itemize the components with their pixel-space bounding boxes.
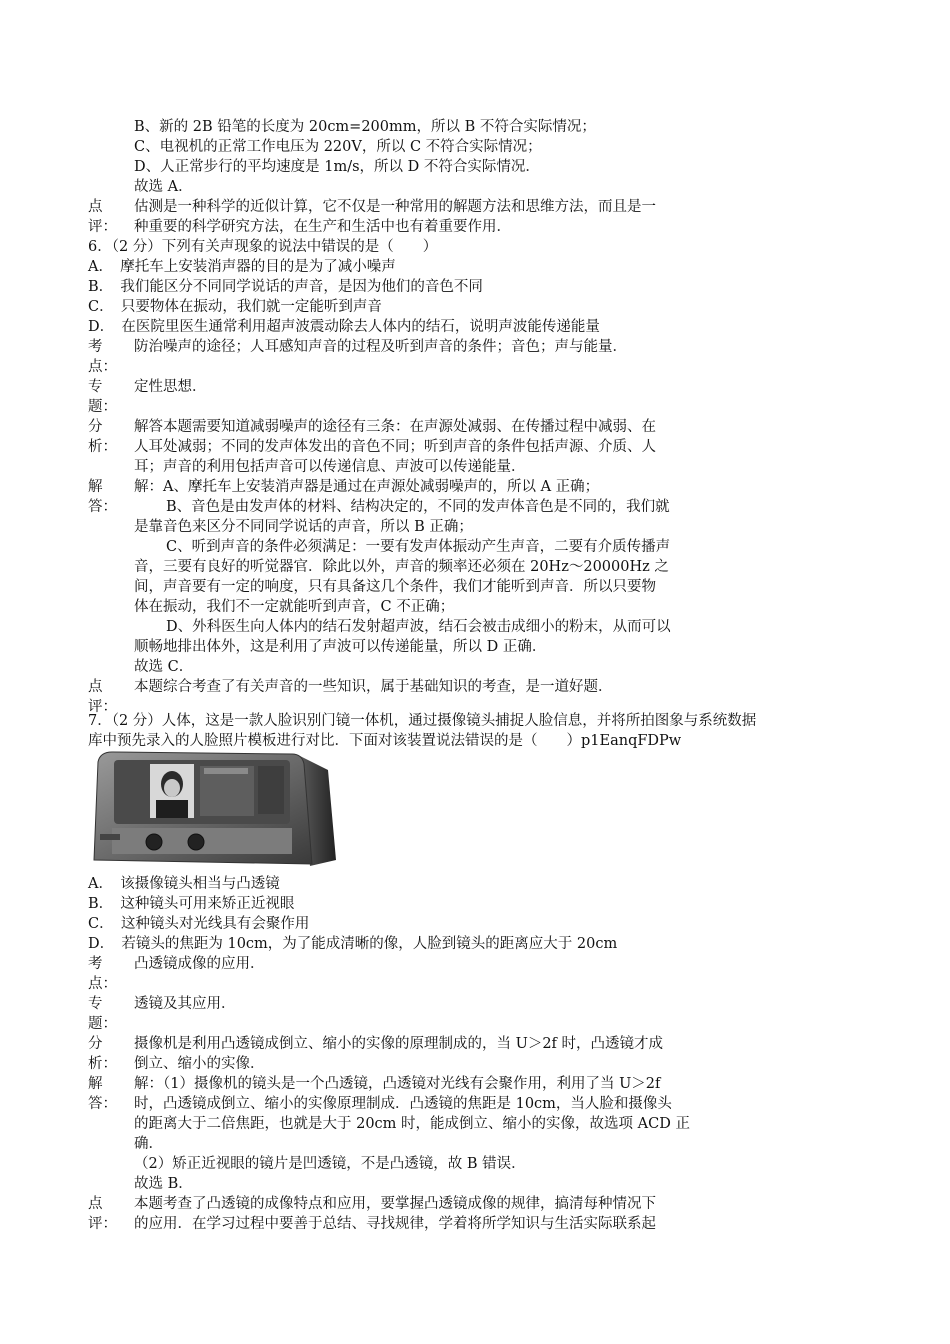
q5-option-b-analysis: B、新的 2B 铅笔的长度为 20cm=200mm，所以 B 不符合实际情况； bbox=[134, 119, 596, 135]
q6-jieda-line: 顺畅地排出体外，这是利用了声波可以传递能量，所以 D 正确． bbox=[134, 639, 547, 655]
q7-jieda-line: 的距离大于二倍焦距，也就是大于 20cm 时，能成倒立、缩小的实像，故选项 ACD 正 bbox=[134, 1116, 690, 1132]
q6-answer: 故选 C． bbox=[134, 659, 194, 675]
q7-jieda-label-1: 解 bbox=[88, 1076, 103, 1092]
q7-fenxi-label-1: 分 bbox=[88, 1036, 103, 1052]
q6-kaodian-label-1: 考 bbox=[88, 339, 103, 355]
q6-jieda-label-2: 答： bbox=[88, 499, 117, 515]
q7-zhuanti: 透镜及其应用． bbox=[134, 996, 236, 1012]
q7-kaodian-label-1: 考 bbox=[88, 956, 103, 972]
q7-fenxi-label-2: 析： bbox=[88, 1056, 117, 1072]
q5-option-d-analysis: D、人正常步行的平均速度是 1m/s，所以 D 不符合实际情况． bbox=[134, 159, 540, 175]
q7-jieda-line: 确． bbox=[134, 1136, 163, 1152]
q7-dianping-line: 的应用．在学习过程中要善于总结、寻找规律，学着将所学知识与生活实际联系起 bbox=[134, 1216, 656, 1232]
q7-jieda-line: 解：（1）摄像机的镜头是一个凸透镜，凸透镜对光线有会聚作用，利用了当 U＞2f bbox=[134, 1076, 661, 1092]
q5-comment-line-2: 种重要的科学研究方法，在生产和生活中也有着重要作用． bbox=[134, 219, 511, 235]
q7-option-d: D． 若镜头的焦距为 10cm，为了能成清晰的像，人脸到镜头的距离应大于 20cm bbox=[88, 936, 618, 952]
q6-jieda-line: B、音色是由发声体的材料、结构决定的，不同的发声体音色是不同的，我们就 bbox=[166, 499, 670, 515]
q7-jieda-label-2: 答： bbox=[88, 1096, 117, 1112]
q7-fenxi-line: 倒立、缩小的实像． bbox=[134, 1056, 265, 1072]
q6-fenxi-label-2: 析： bbox=[88, 439, 117, 455]
q7-zhuanti-label-2: 题： bbox=[88, 1016, 117, 1032]
q7-fenxi-line: 摄像机是利用凸透镜成倒立、缩小的实像的原理制成的，当 U＞2f 时，凸透镜才成 bbox=[134, 1036, 664, 1052]
q6-option-a: A． 摩托车上安装消声器的目的是为了减小噪声 bbox=[88, 259, 396, 275]
face-recognition-device-image bbox=[92, 748, 340, 870]
q7-answer: 故选 B． bbox=[134, 1176, 193, 1192]
q6-jieda-line: 体在振动，我们不一定就能听到声音，C 不正确； bbox=[134, 599, 455, 615]
q7-stem-line-2: 库中预先录入的人脸照片模板进行对比．下面对该装置说法错误的是（ ）p1EanqFDPw bbox=[88, 733, 682, 749]
q6-jieda-line: 音，三要有良好的听觉器官．除此以外，声音的频率还必须在 20Hz～20000Hz 之 bbox=[134, 559, 669, 575]
q7-zhuanti-label-1: 专 bbox=[88, 996, 103, 1012]
q5-comment-line-1: 估测是一种科学的近似计算，它不仅是一种常用的解题方法和思维方法，而且是一 bbox=[134, 199, 656, 215]
q6-fenxi-label-1: 分 bbox=[88, 419, 103, 435]
q6-jieda-line: 间，声音要有一定的响度，只有具备这几个条件，我们才能听到声音．所以只要物 bbox=[134, 579, 656, 595]
q6-jieda-label-1: 解 bbox=[88, 479, 103, 495]
q6-fenxi-line: 解答本题需要知道减弱噪声的途径有三条：在声源处减弱、在传播过程中减弱、在 bbox=[134, 419, 656, 435]
q7-option-b: B． 这种镜头可用来矫正近视眼 bbox=[88, 896, 295, 912]
q5-option-c-analysis: C、电视机的正常工作电压为 220V，所以 C 不符合实际情况； bbox=[134, 139, 542, 155]
q6-kaodian-label-2: 点： bbox=[88, 359, 117, 375]
q5-comment-label-1: 点 bbox=[88, 199, 103, 215]
q6-jieda-line: C、听到声音的条件必须满足：一要有发声体振动产生声音，二要有介质传播声 bbox=[166, 539, 671, 555]
q6-dianping: 本题综合考查了有关声音的一些知识，属于基础知识的考查，是一道好题． bbox=[134, 679, 613, 695]
q7-dianping-label-1: 点 bbox=[88, 1196, 103, 1212]
q6-fenxi-line: 耳；声音的利用包括声音可以传递信息、声波可以传递能量． bbox=[134, 459, 526, 475]
q7-stem-line-1: 7．（2 分）人体，这是一款人脸识别门镜一体机，通过摄像镜头捕捉人脸信息，并将所拍图象与系统数据 bbox=[88, 713, 757, 729]
q6-stem: 6．（2 分）下列有关声现象的说法中错误的是（ ） bbox=[88, 239, 438, 255]
q6-option-b: B． 我们能区分不同同学说话的声音，是因为他们的音色不同 bbox=[88, 279, 483, 295]
q6-kaodian: 防治噪声的途径；人耳感知声音的过程及听到声音的条件；音色；声与能量． bbox=[134, 339, 627, 355]
q6-jieda-line: 解：A、摩托车上安装消声器是通过在声源处减弱噪声的，所以 A 正确； bbox=[134, 479, 600, 495]
q6-zhuanti-label-2: 题： bbox=[88, 399, 117, 415]
q6-option-c: C． 只要物体在振动，我们就一定能听到声音 bbox=[88, 299, 382, 315]
q7-kaodian: 凸透镜成像的应用． bbox=[134, 956, 265, 972]
q6-fenxi-line: 人耳处减弱；不同的发声体发出的音色不同；听到声音的条件包括声源、介质、人 bbox=[134, 439, 656, 455]
q6-dianping-label-2: 评： bbox=[88, 699, 117, 715]
q6-dianping-label-1: 点 bbox=[88, 679, 103, 695]
q7-option-a: A． 该摄像镜头相当与凸透镜 bbox=[88, 876, 280, 892]
q7-dianping-line: 本题考查了凸透镜的成像特点和应用，要掌握凸透镜成像的规律，搞清每种情况下 bbox=[134, 1196, 656, 1212]
q6-option-d: D． 在医院里医生通常利用超声波震动除去人体内的结石，说明声波能传递能量 bbox=[88, 319, 600, 335]
q5-answer: 故选 A． bbox=[134, 179, 193, 195]
q7-jieda-line: 时，凸透镜成倒立、缩小的实像原理制成．凸透镜的焦距是 10cm，当人脸和摄像头 bbox=[134, 1096, 672, 1112]
q6-jieda-line: 是靠音色来区分不同同学说话的声音，所以 B 正确； bbox=[134, 519, 473, 535]
q7-kaodian-label-2: 点： bbox=[88, 976, 117, 992]
q6-jieda-line: D、外科医生向人体内的结石发射超声波，结石会被击成细小的粉末，从而可以 bbox=[166, 619, 671, 635]
q5-comment-label-2: 评： bbox=[88, 219, 117, 235]
q6-zhuanti-label-1: 专 bbox=[88, 379, 103, 395]
q7-option-c: C． 这种镜头对光线具有会聚作用 bbox=[88, 916, 310, 932]
q7-dianping-label-2: 评： bbox=[88, 1216, 117, 1232]
q6-zhuanti: 定性思想． bbox=[134, 379, 207, 395]
q7-jieda-line: （2）矫正近视眼的镜片是凹透镜，不是凸透镜，故 B 错误． bbox=[134, 1156, 526, 1172]
